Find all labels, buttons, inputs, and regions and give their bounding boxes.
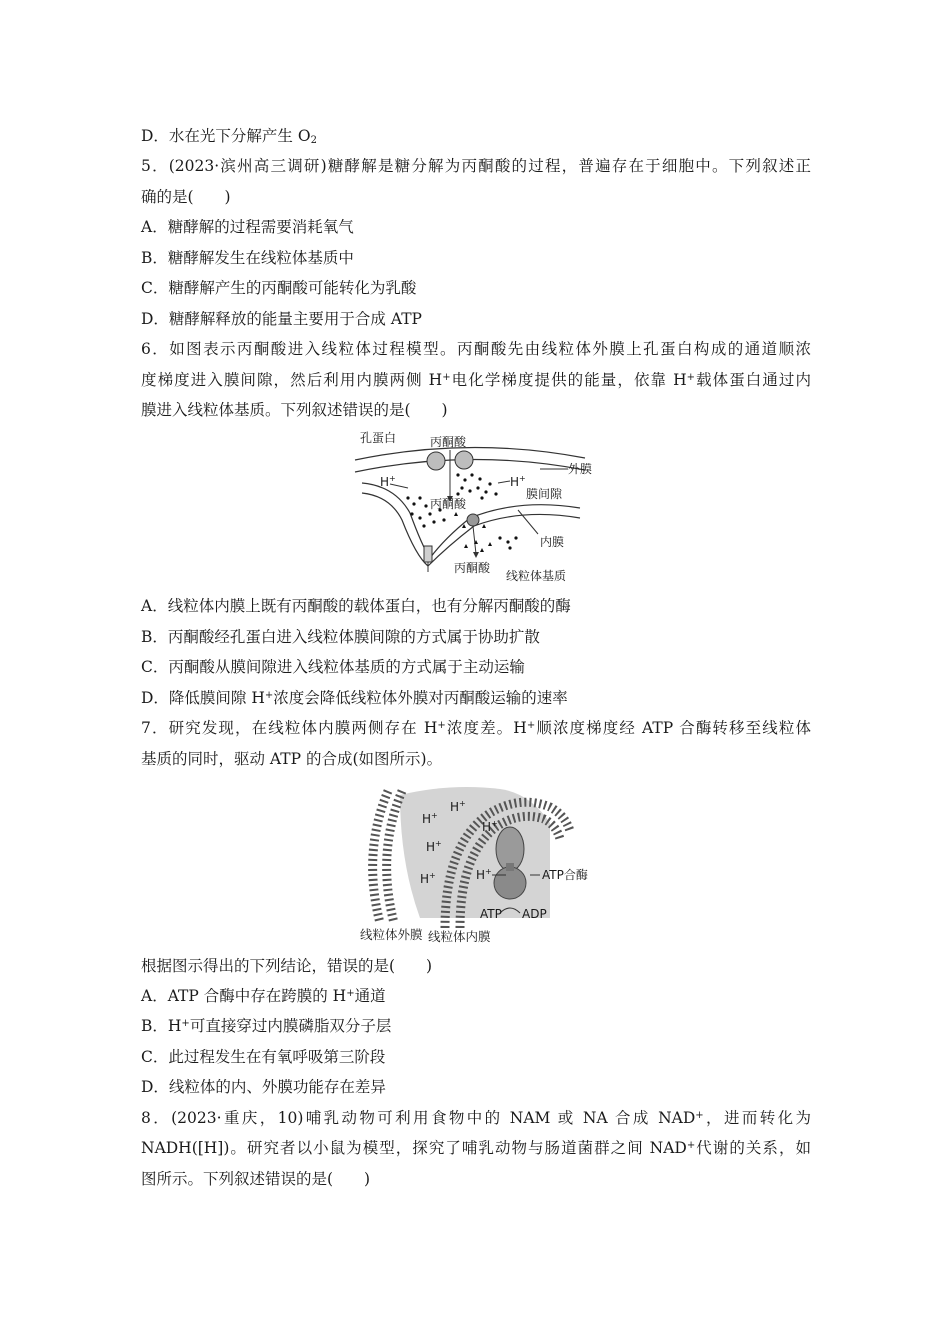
atp-synthase-figure xyxy=(360,783,610,948)
q4-option-d: D．水在光下分解产生 $O_2$ xyxy=(141,127,317,146)
atp-synthase-f1 xyxy=(494,867,526,899)
outer-membrane-label: 外膜 xyxy=(568,462,593,476)
pyruvate-top-label: 丙酮酸 xyxy=(430,435,467,449)
q7-stem-line1: 7．研究发现，在线粒体内膜两侧存在 H+浓度差。H+顺浓度梯度经 ATP 合酶转移至线粒体 xyxy=(141,719,811,737)
hplus-label-2: H+ xyxy=(422,811,438,826)
pyruvate-bottom-label: 丙酮酸 xyxy=(454,561,491,575)
porin-label: 孔蛋白 xyxy=(360,431,397,445)
q8-stem-line2: NADH([H])。研究者以小鼠为模型，探究了哺乳动物与肠道菌群之间 NAD+代谢的关系，如 xyxy=(141,1139,811,1157)
inner-label-line xyxy=(518,510,538,534)
hplus-label-4: H+ xyxy=(426,839,442,854)
q5-option-a: A．糖酵解的过程需要消耗氧气 xyxy=(141,218,354,236)
q7-option-c: C．此过程发生在有氧呼吸第三阶段 xyxy=(141,1048,386,1066)
atp-synthase-stalk xyxy=(506,863,514,871)
atp-label: ATP xyxy=(480,907,502,921)
hplus-label-1: H+ xyxy=(450,799,466,814)
hplus-right-label: H+ xyxy=(510,474,526,489)
outer-bilayer-2 xyxy=(387,791,402,923)
pyruvate-transport-figure xyxy=(350,428,600,588)
q7-option-d: D．线粒体的内、外膜功能存在差异 xyxy=(141,1078,386,1096)
q6-option-a: A．线粒体内膜上既有丙酮酸的载体蛋白，也有分解丙酮酸的酶 xyxy=(141,597,571,615)
inner-membrane-line2 xyxy=(362,493,580,566)
q5-stem-line2: 确的是( ) xyxy=(141,188,231,206)
hplus-label-6: H+ xyxy=(476,867,492,882)
q6-option-d: D．降低膜间隙 H+浓度会降低线粒体外膜对丙酮酸运输的速率 xyxy=(141,689,568,707)
carrier-protein xyxy=(467,514,479,526)
q5-option-d: D．糖酵解释放的能量主要用于合成 ATP xyxy=(141,310,422,328)
q6-stem-line3: 膜进入线粒体基质。下列叙述错误的是( ) xyxy=(141,401,448,419)
q8-stem-line1: 8．(2023·重庆，10)哺乳动物可利用食物中的 NAM 或 NA 合成 NAD+，进而转化为 xyxy=(141,1109,811,1127)
atp-synthase-label: ATP合酶 xyxy=(542,868,588,882)
outer-membrane-caption: 线粒体外膜 xyxy=(360,927,423,942)
pyruvate-mid-label: 丙酮酸 xyxy=(430,497,467,511)
q7-option-a: A．ATP 合酶中存在跨膜的 H+通道 xyxy=(141,987,386,1005)
inner-membrane-label: 内膜 xyxy=(540,535,565,549)
porin-left xyxy=(427,452,445,470)
adp-label: ADP xyxy=(522,907,547,921)
proton-pump xyxy=(424,546,432,562)
hplus-left-label: H+ xyxy=(380,474,396,489)
q7-lead: 根据图示得出的下列结论，错误的是( ) xyxy=(141,957,433,975)
q6-stem-line1: 6．如图表示丙酮酸进入线粒体过程模型。丙酮酸先由线粒体外膜上孔蛋白构成的通道顺浓 xyxy=(141,340,811,358)
pyruvate-arrowhead-matrix xyxy=(473,552,479,558)
hplus-left-pointer xyxy=(390,484,408,488)
intermembrane-label: 膜间隙 xyxy=(526,487,563,501)
q6-option-b: B．丙酮酸经孔蛋白进入线粒体膜间隙的方式属于协助扩散 xyxy=(141,628,540,646)
pyruvate-arrow-matrix xyxy=(473,526,476,554)
hplus-dots xyxy=(406,473,517,549)
q6-stem-line2: 度梯度进入膜间隙，然后利用内膜两侧 H+电化学梯度提供的能量，依靠 H+载体蛋白通过内 xyxy=(141,371,811,389)
hplus-label-3: H+ xyxy=(482,819,498,834)
q8-stem-line3: 图所示。下列叙述错误的是( ) xyxy=(141,1170,371,1188)
q5-option-b: B．糖酵解发生在线粒体基质中 xyxy=(141,249,354,267)
q6-option-c: C．丙酮酸从膜间隙进入线粒体基质的方式属于主动运输 xyxy=(141,658,525,676)
matrix-label: 线粒体基质 xyxy=(506,569,567,583)
porin-right xyxy=(455,451,473,469)
intermembrane-shading xyxy=(400,787,550,918)
hplus-right-pointer xyxy=(498,481,510,483)
inner-membrane-caption: 线粒体内膜 xyxy=(428,929,491,944)
q7-option-b: B．H+可直接穿过内膜磷脂双分子层 xyxy=(141,1017,392,1035)
q7-stem-line2: 基质的同时，驱动 ATP 的合成(如图所示)。 xyxy=(141,750,443,768)
outer-bilayer-1 xyxy=(373,791,388,923)
q5-stem-line1: 5．(2023·滨州高三调研)糖酵解是糖分解为丙酮酸的过程，普遍存在于细胞中。下列叙述正 xyxy=(141,157,811,175)
q5-option-c: C．糖酵解产生的丙酮酸可能转化为乳酸 xyxy=(141,279,417,297)
hplus-label-5: H+ xyxy=(420,871,436,886)
